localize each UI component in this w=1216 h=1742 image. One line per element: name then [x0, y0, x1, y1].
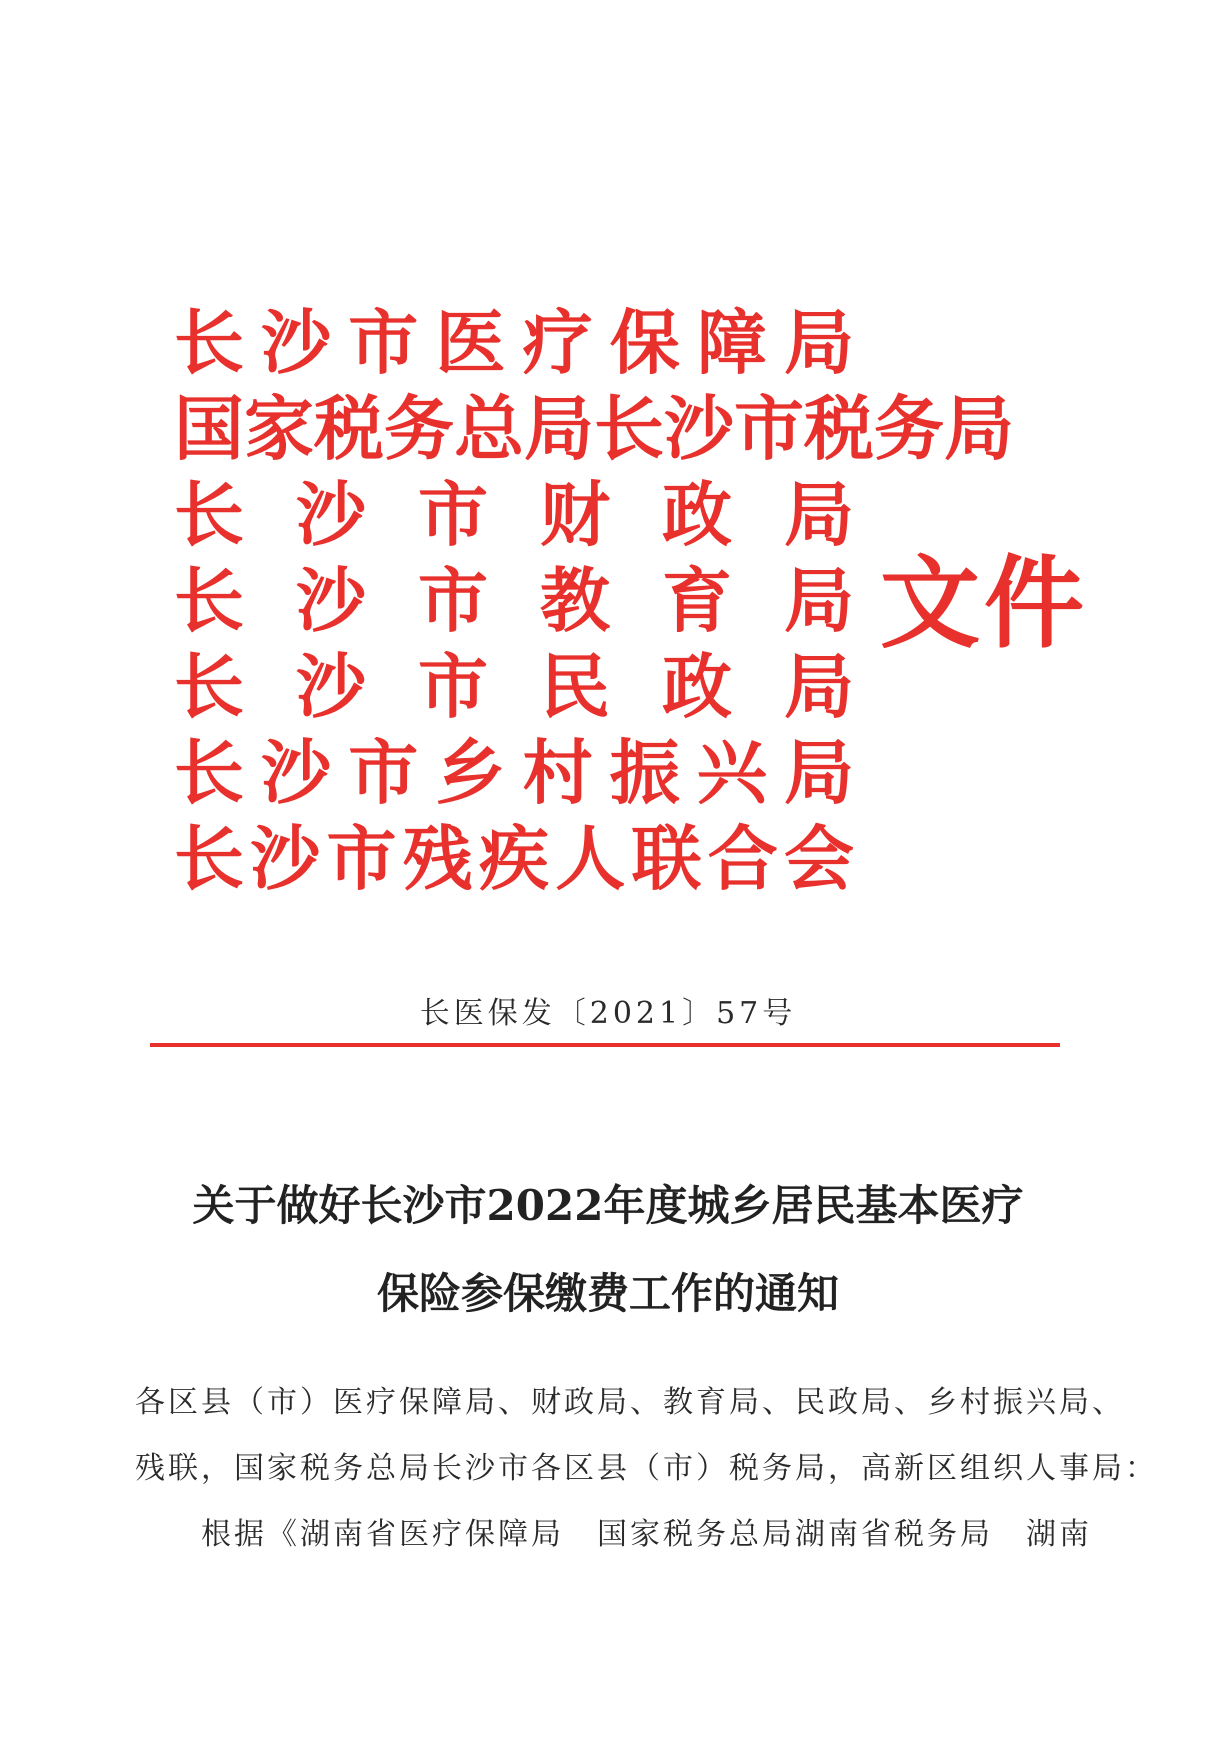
issuer-char: 长 [174, 473, 244, 556]
issuer-char: 沙 [250, 817, 321, 900]
issuer-char: 家 [244, 387, 314, 470]
issuer-char: 总 [454, 387, 524, 470]
body-paragraph: 根据《湖南省医疗保障局 国家税务总局湖南省税务局 湖南 [201, 1517, 1092, 1552]
issuer-char: 医 [435, 301, 506, 384]
issuer-char: 市 [418, 559, 488, 642]
issuer-char: 沙 [664, 387, 734, 470]
issuer-char: 市 [348, 731, 419, 814]
issuer-char: 务 [384, 387, 454, 470]
issuer-char: 沙 [296, 559, 366, 642]
issuer-line [174, 472, 854, 558]
issuer-char: 长 [174, 301, 244, 384]
issuer-char: 联 [631, 817, 702, 900]
issuer-line [174, 816, 854, 902]
issuer-char: 长 [594, 387, 664, 470]
issuer-char: 局 [784, 559, 854, 642]
issuer-char: 教 [540, 559, 610, 642]
issuer-char: 障 [696, 301, 767, 384]
issuer-char: 沙 [261, 301, 332, 384]
issuer-char: 局 [783, 301, 854, 384]
issuer-char: 兴 [696, 731, 767, 814]
red-divider [150, 1043, 1060, 1047]
file-label: 文件 [880, 544, 1088, 662]
title-line-1: 关于做好长沙市2022年度城乡居民基本医疗 [192, 1181, 1024, 1230]
issuer-char: 局 [783, 731, 854, 814]
title-line-2: 保险参保缴费工作的通知 [376, 1269, 839, 1318]
issuer-char: 长 [174, 817, 244, 900]
document-title [0, 1162, 1216, 1338]
issuer-char: 长 [174, 731, 244, 814]
issuer-char: 政 [662, 473, 732, 556]
issuer-char: 市 [418, 473, 488, 556]
issuer-char: 保 [609, 301, 680, 384]
issuer-char: 局 [784, 473, 854, 556]
document-body [135, 1370, 1158, 1568]
issuer-char: 市 [734, 387, 804, 470]
document-number: 长医保发〔2021〕57号 [419, 996, 797, 1031]
issuer-char: 沙 [296, 645, 366, 728]
issuer-line [174, 730, 854, 816]
issuer-char: 局 [784, 645, 854, 728]
issuer-char: 振 [609, 731, 680, 814]
issuer-char: 村 [522, 731, 593, 814]
issuer-char: 长 [174, 645, 244, 728]
issuer-char: 沙 [296, 473, 366, 556]
issuer-char: 务 [874, 387, 944, 470]
issuer-char: 局 [944, 387, 1014, 470]
issuer-char: 税 [804, 387, 874, 470]
recipients-line: 残联，国家税务总局长沙市各区县（市）税务局，高新区组织人事局： [135, 1451, 1158, 1486]
issuer-char: 市 [418, 645, 488, 728]
issuer-line [174, 300, 854, 386]
issuer-char: 国 [174, 387, 244, 470]
issuer-char: 人 [555, 817, 626, 900]
issuer-char: 乡 [435, 731, 506, 814]
issuer-char: 局 [524, 387, 594, 470]
recipients-line: 各区县（市）医疗保障局、财政局、教育局、民政局、乡村振兴局、 [135, 1385, 1125, 1420]
issuer-char: 合 [707, 817, 778, 900]
issuer-char: 政 [662, 645, 732, 728]
issuer-char: 疗 [522, 301, 593, 384]
issuer-line [174, 644, 854, 730]
issuer-char: 疾 [479, 817, 549, 900]
issuer-char: 财 [540, 473, 610, 556]
issuer-char: 育 [662, 559, 732, 642]
issuer-char: 会 [784, 817, 854, 900]
issuer-char: 市 [348, 301, 419, 384]
issuer-char: 残 [402, 817, 473, 900]
issuer-line [174, 386, 1014, 472]
issuer-line [174, 558, 854, 644]
issuer-char: 民 [540, 645, 610, 728]
issuer-char: 长 [174, 559, 244, 642]
issuer-char: 市 [326, 817, 397, 900]
issuer-char: 税 [314, 387, 384, 470]
issuer-char: 沙 [261, 731, 332, 814]
